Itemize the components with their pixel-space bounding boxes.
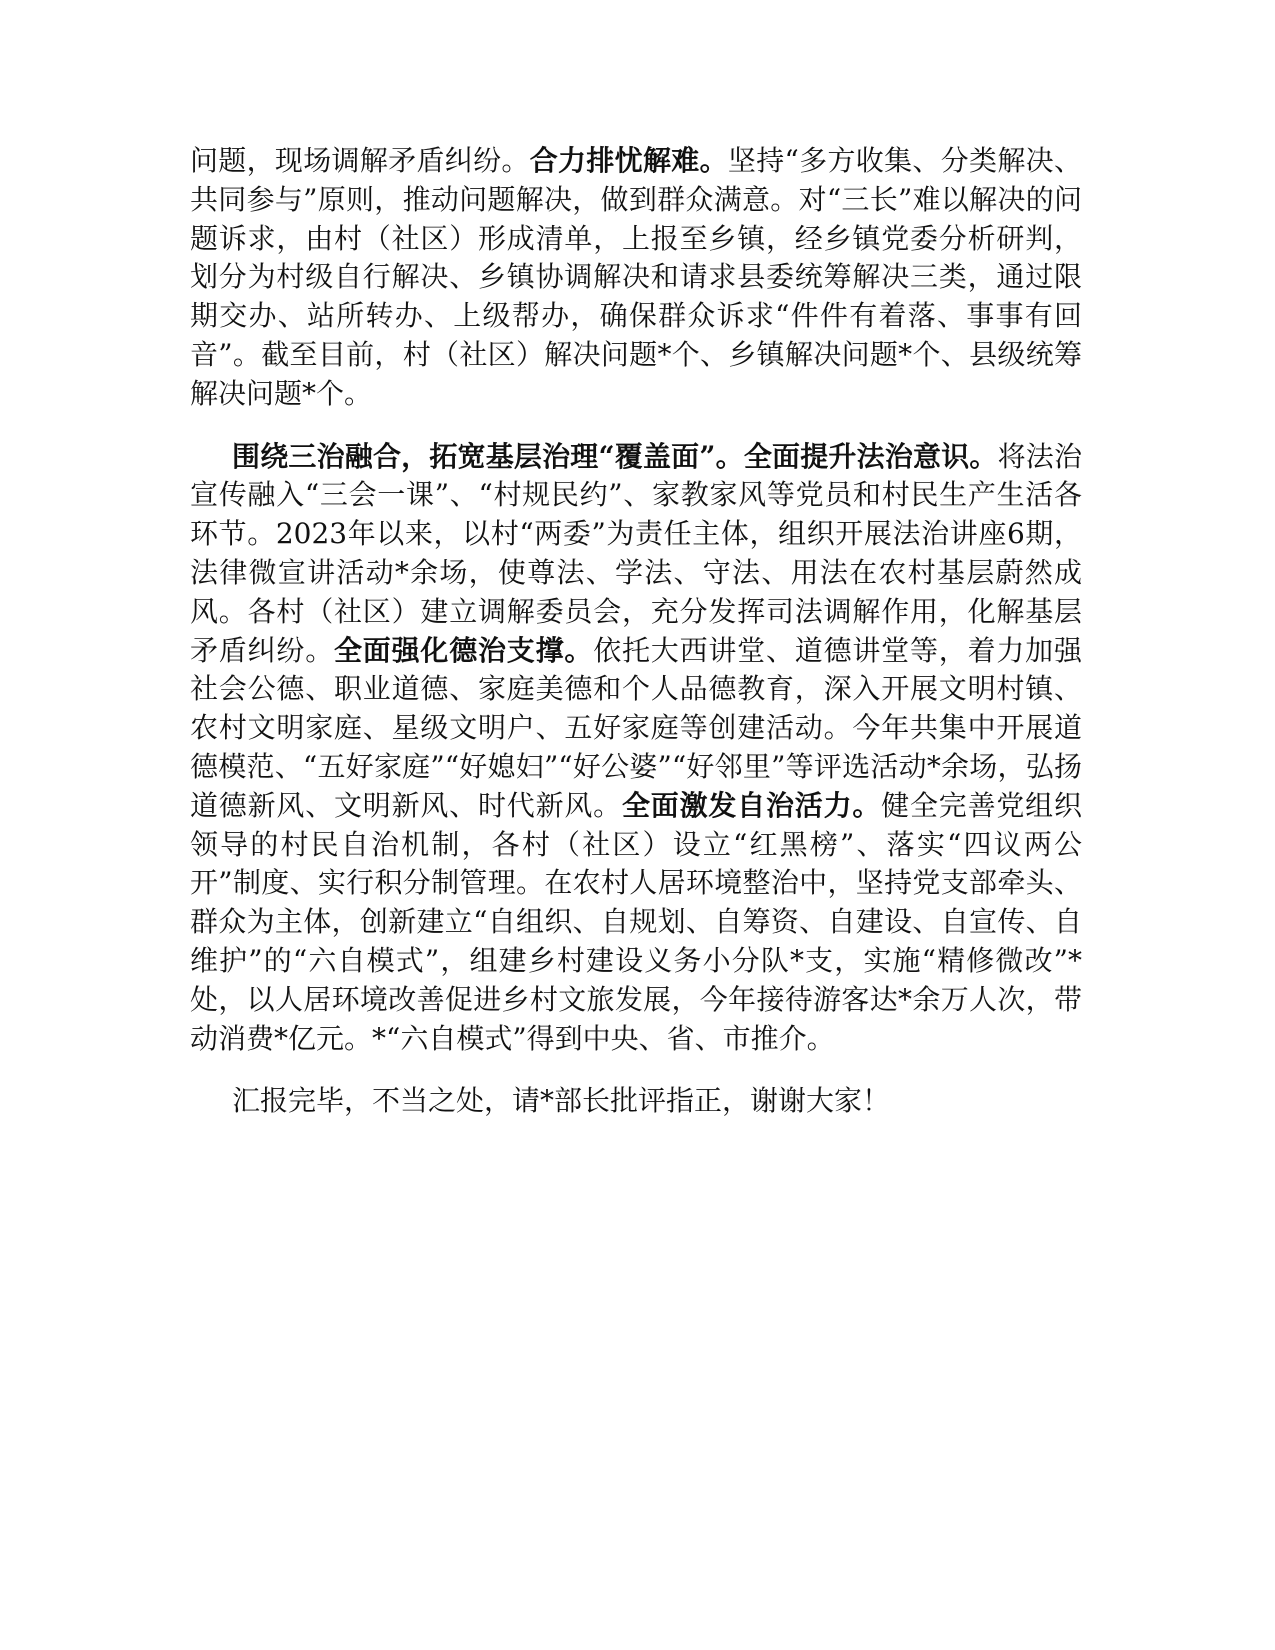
text-segment: 依托大西讲堂、道德讲堂等，着力加强社会公德、职业道德、家庭美德和个人品德教育，深入开展文明村镇、农村文明家庭、星级文明户、五好家庭等创建活动。今年共集中开展道德模范、“五好家庭”“好媳妇”“好公婆”“好邻里”等评选活动*余场，弘扬道德新风、文明新风、时代新风。 [190, 633, 1082, 822]
paragraph-problem-solving [190, 142, 1082, 414]
closing-text: 汇报完毕，不当之处，请*部长批评指正，谢谢大家！ [232, 1084, 891, 1118]
paragraph-three-governance [190, 438, 1082, 1059]
bold-heading: 合力排忧解难。 [529, 144, 728, 177]
bold-heading: 全面激发自治活力。 [621, 788, 882, 822]
document-page [190, 142, 1082, 1121]
section-heading: 围绕三治融合，拓宽基层治理“覆盖面”。 [232, 439, 744, 473]
text-segment: 坚持“多方收集、分类解决、共同参与”原则，推动问题解决，做到群众满意。对“三长”难以解决的问题诉求，由村（社区）形成清单，上报至乡镇，经乡镇党委分析研判，划分为村级自行解决、乡镇协调解决和请求县委统筹解决三类，通过限期交办、站所转办、上级帮办，确保群众诉求“件件有着落、事事有回音”。截至目前，村（社区）解决问题*个、乡镇解决问题*个、县级统筹解决问题*个。 [190, 144, 1082, 410]
bold-heading: 全面强化德治支撑。 [334, 633, 594, 667]
paragraph-closing [190, 1082, 1082, 1121]
text-segment: 问题，现场调解矛盾纠纷。 [190, 144, 530, 177]
text-segment: 将法治宣传融入“三会一课”、“村规民约”、家教家风等党员和村民生产生活各环节。2023年以来，以村“两委”为责任主体，组织开展法治讲座6期，法律微宣讲活动*余场，使尊法、学法、守法、用法在农村基层蔚然成风。各村（社区）建立调解委员会，充分发挥司法调解作用，化解基层矛盾纠纷。 [190, 439, 1082, 667]
bold-heading: 全面提升法治意识。 [743, 439, 998, 473]
text-segment: 健全完善党组织领导的村民自治机制，各村（社区）设立“红黑榜”、落实“四议两公开”制度、实行积分制管理。在农村人居环境整治中，坚持党支部牵头、群众为主体，创新建立“自组织、自规划、自筹资、自建设、自宣传、自维护”的“六自模式”，组建乡村建设义务小分队*支，实施“精修微改”*处，以人居环境改善促进乡村文旅发展，今年接待游客达*余万人次，带动消费*亿元。*“六自模式”得到中央、省、市推介。 [190, 788, 1082, 1055]
